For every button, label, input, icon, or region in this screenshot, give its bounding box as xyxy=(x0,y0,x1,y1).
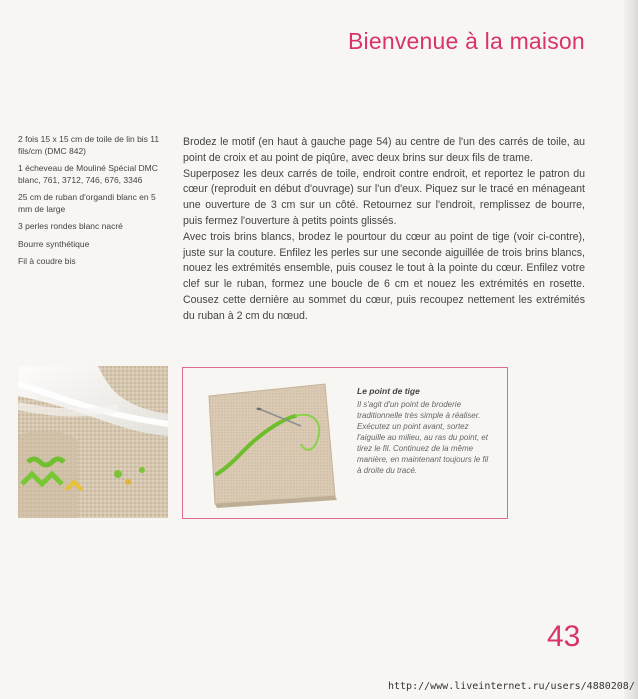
materials-item: Bourre synthétique xyxy=(18,238,90,249)
materials-list xyxy=(18,134,168,274)
instructions-paragraph: Superposez les deux carrés de toile, endroit contre endroit, et reportez le patron du cœur (reproduit en début d'ouvrage) sur l'un d'eux. Piquez sur le tracé en ménageant une ouverture de 3 cm sur un côté. Retournez sur l'endroit, remplissez de bourre, puis fermez l'ouverture à petits points glissés. xyxy=(183,167,585,227)
source-watermark: http://www.liveinternet.ru/users/4880208/ xyxy=(388,681,635,692)
page-title: Bienvenue à la maison xyxy=(348,28,585,54)
stitch-title: Le point de tige xyxy=(357,386,420,396)
instructions-paragraph: Avec trois brins blancs, brodez le pourtour du cœur au point de tige (voir ci-contre), juste sur la couture. Enfilez les perles sur une seconde aiguillée de trois brins blancs, nouez les extrémités ensemble, puis cousez le tout à la pointe du cœur. Enfilez votre clef sur le ruban, formez une boucle de 6 cm et nouez les extrémités en rosette. Cousez cette dernière au sommet du cœur, puis recoupez nettement les extrémités du ruban à 2 cm du nœud. xyxy=(183,230,585,322)
materials-item: 25 cm de ruban d'organdi blanc en 5 mm de large xyxy=(18,192,156,214)
instructions-paragraph: Brodez le motif (en haut à gauche page 54) au centre de l'un des carrés de toile, au point de croix et au point de piqûre, avec deux brins sur deux fils de trame. xyxy=(183,136,585,164)
stitch-description: Il s'agit d'un point de broderie traditionnelle très simple à réaliser. Exécutez un point avant, sortez l'aiguille au milieu, au ras du point, et tirez le fil. Continuez de la même manière, en maintenant toujours le fil à droite du tracé. xyxy=(357,400,489,475)
stitch-tip-box xyxy=(182,367,508,519)
materials-item: 1 écheveau de Mouliné Spécial DMC blanc, 761, 3712, 746, 676, 3346 xyxy=(18,163,158,185)
embroidered-heart-photo xyxy=(18,366,168,518)
heart-photo-illustration xyxy=(18,366,168,518)
stem-stitch-illustration xyxy=(197,378,347,510)
page-number: 43 xyxy=(547,620,581,653)
materials-item: 2 fois 15 x 15 cm de toile de lin bis 11 fils/cm (DMC 842) xyxy=(18,134,160,156)
page-edge-shadow xyxy=(624,0,638,699)
materials-item: Fil à coudre bis xyxy=(18,256,76,266)
instructions-text xyxy=(183,135,585,325)
materials-item: 3 perles rondes blanc nacré xyxy=(18,221,123,231)
